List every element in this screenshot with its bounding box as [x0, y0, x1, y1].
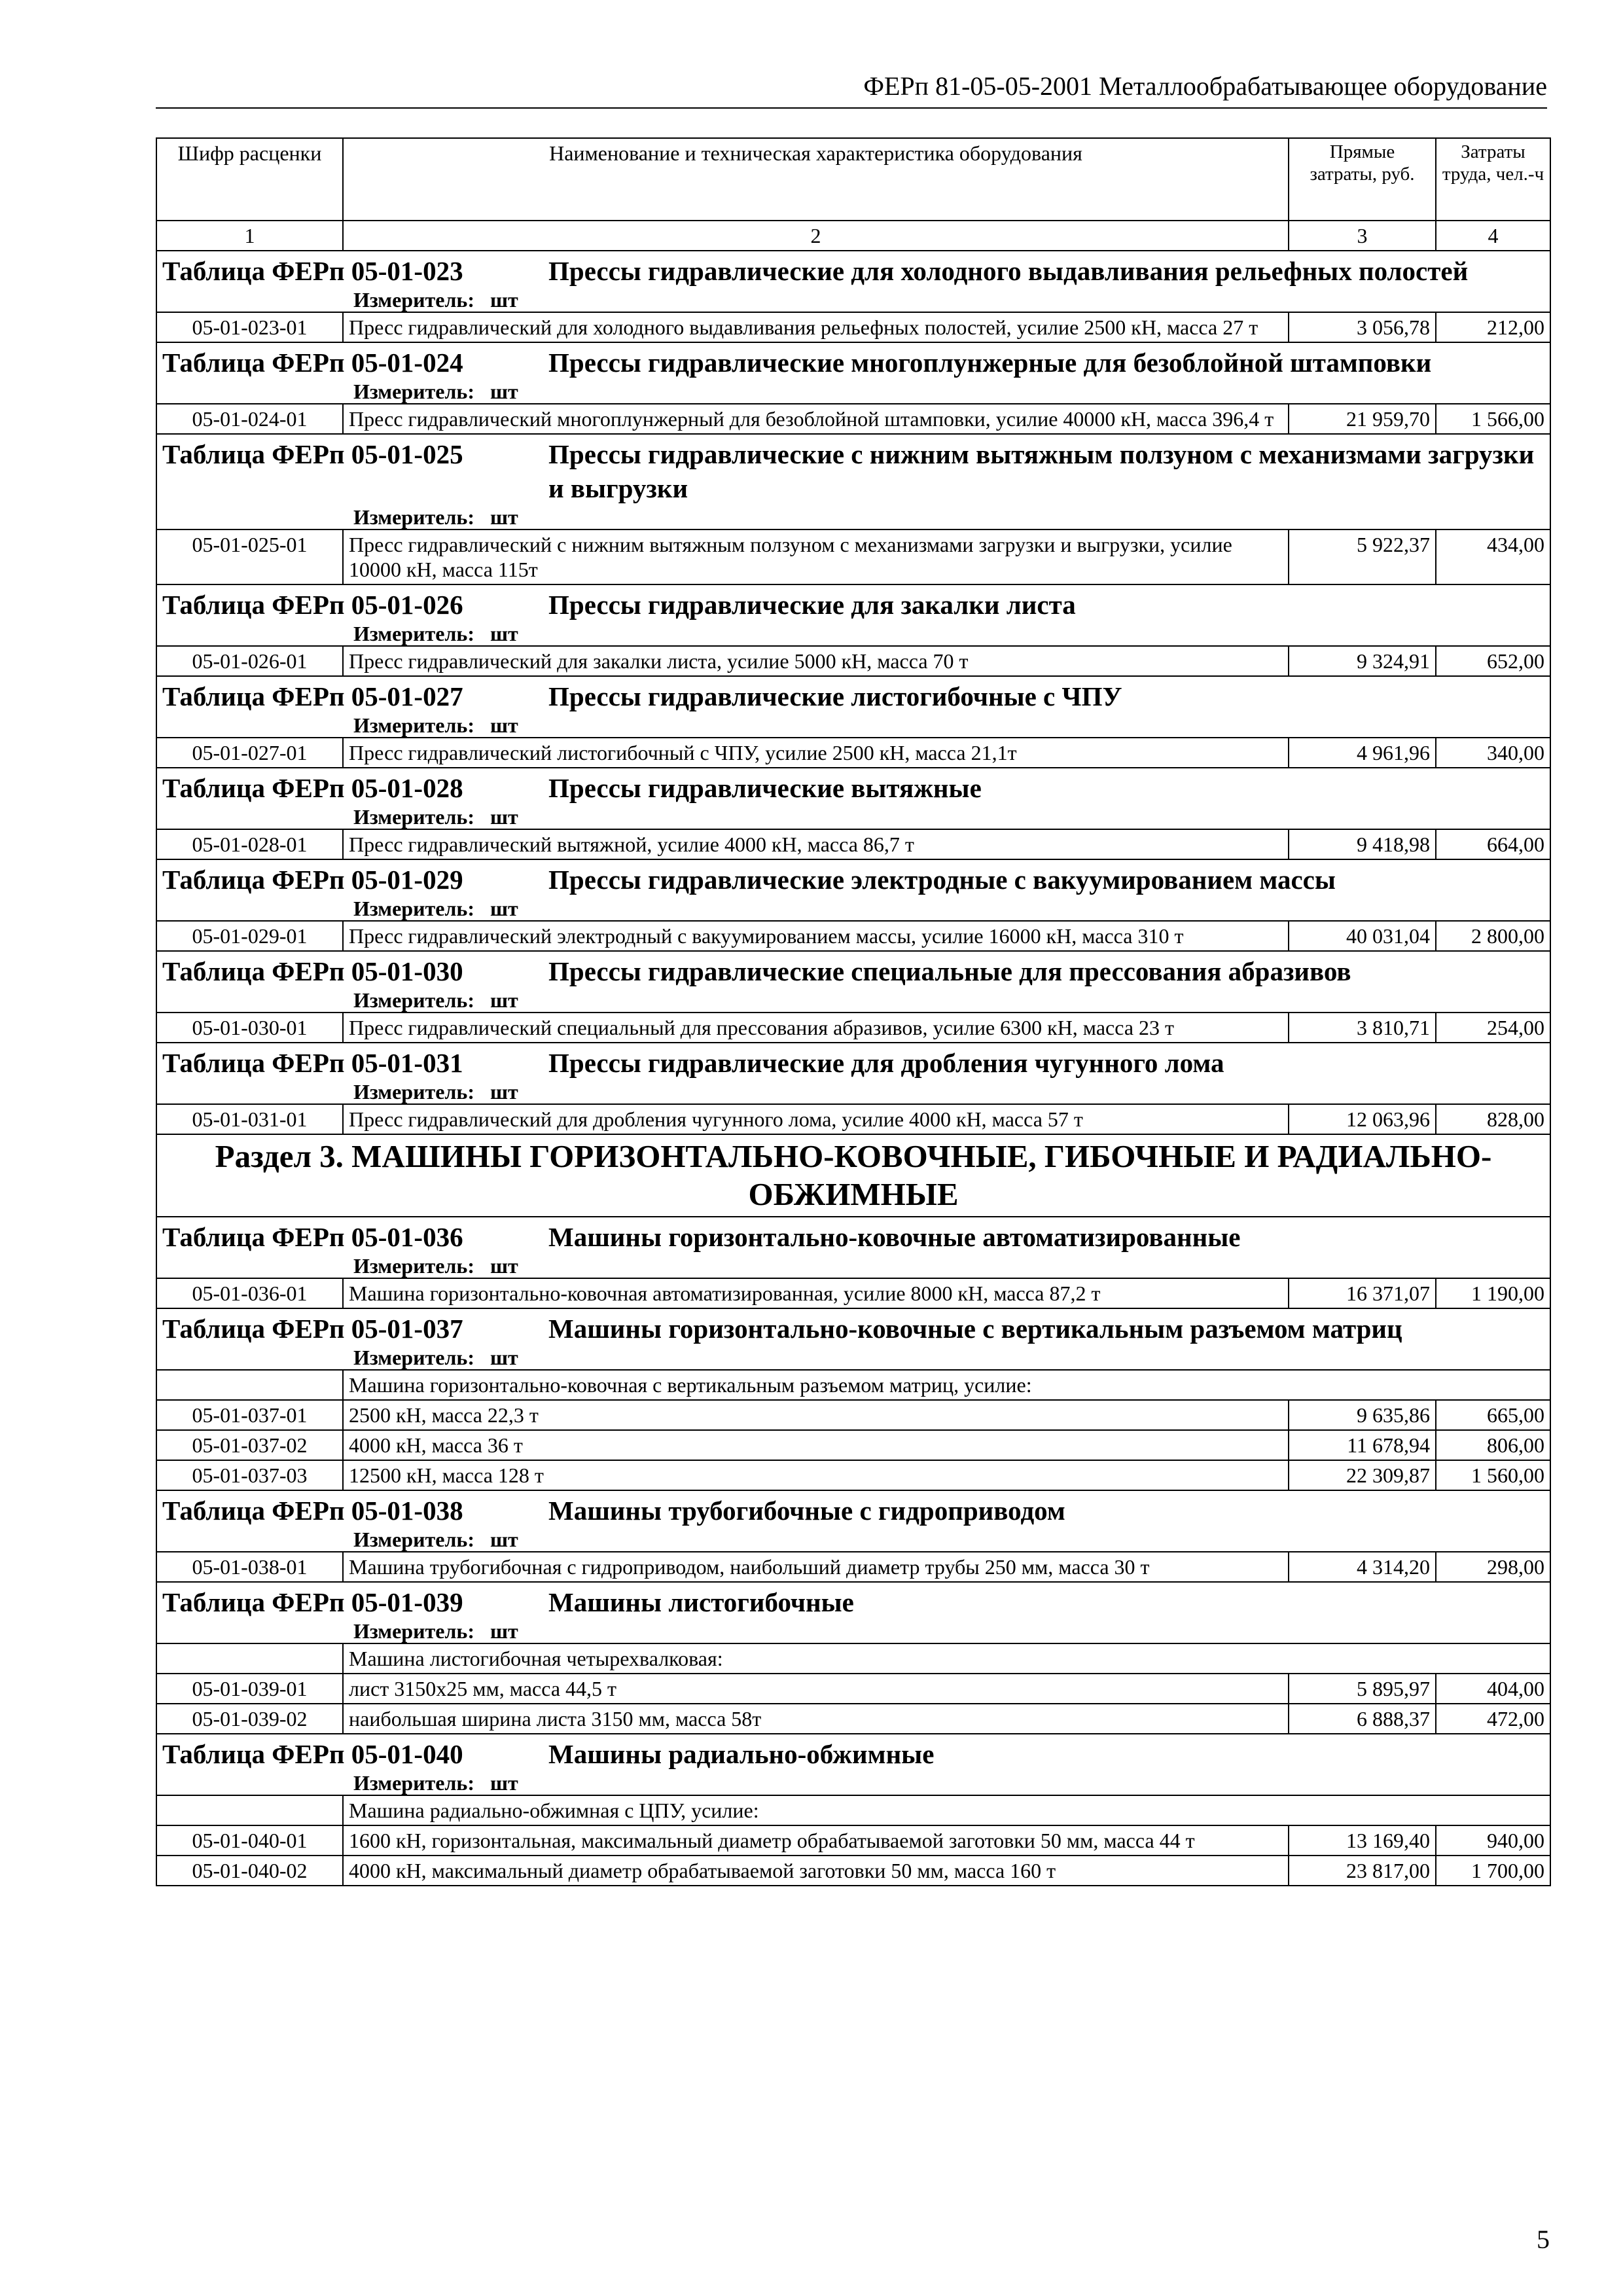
table-title-row: [156, 1217, 1550, 1278]
table-row: [156, 646, 1550, 676]
measure-unit: шт: [490, 805, 518, 829]
labor-cost: 434,00: [1436, 529, 1550, 584]
table-title-line: [162, 1737, 1544, 1771]
group-row: [156, 1370, 1550, 1400]
equipment-name: 4000 кН, масса 36 т: [343, 1430, 1289, 1460]
rate-code: 05-01-037-01: [156, 1400, 343, 1430]
measure-line: [162, 1771, 1544, 1795]
measure-label: Измеритель:: [353, 622, 474, 645]
table-title: Прессы гидравлические для холодного выдавливания рельефных полостей: [548, 256, 1469, 286]
table-title-line: [162, 679, 1544, 713]
measure-label: Измеритель:: [353, 1254, 474, 1278]
labor-cost: 2 800,00: [1436, 921, 1550, 951]
table-title-row: [156, 859, 1550, 921]
measure-label: Измеритель:: [353, 1771, 474, 1795]
group-label: Машина горизонтально-ковочная с вертикальным разъемом матриц, усилие:: [343, 1370, 1550, 1400]
rate-code: 05-01-040-01: [156, 1825, 343, 1856]
table-title-cell: [156, 859, 1550, 921]
equipment-name: Пресс гидравлический для дробления чугунного лома, усилие 4000 кН, масса 57 т: [343, 1104, 1289, 1134]
rate-code: 05-01-038-01: [156, 1552, 343, 1582]
table-row: [156, 829, 1550, 859]
rate-code: 05-01-040-02: [156, 1856, 343, 1886]
labor-cost: 1 190,00: [1436, 1278, 1550, 1308]
direct-cost: 40 031,04: [1289, 921, 1436, 951]
table-row: [156, 312, 1550, 342]
table-header-row: [156, 138, 1550, 221]
rate-code: 05-01-037-02: [156, 1430, 343, 1460]
equipment-name: Пресс гидравлический для холодного выдавливания рельефных полостей, усилие 2500 кН, масса 27 т: [343, 312, 1289, 342]
table-title-line: [162, 863, 1544, 897]
table-title-line: [162, 1046, 1544, 1080]
table-title-cell: [156, 1217, 1550, 1278]
equipment-name: лист 3150x25 мм, масса 44,5 т: [343, 1674, 1289, 1704]
measure-unit: шт: [490, 897, 518, 920]
measure-unit: шт: [490, 713, 518, 737]
labor-cost: 472,00: [1436, 1704, 1550, 1734]
measure-unit: шт: [490, 1254, 518, 1278]
measure-line: [162, 805, 1544, 829]
table-row: [156, 1430, 1550, 1460]
table-title-row: [156, 251, 1550, 312]
table-code: Таблица ФЕРп 05-01-027: [162, 681, 463, 711]
group-label: Машина листогибочная четырехвалковая:: [343, 1643, 1550, 1674]
measure-unit: шт: [490, 622, 518, 645]
table-code: Таблица ФЕРп 05-01-026: [162, 590, 463, 620]
labor-cost: 254,00: [1436, 1013, 1550, 1043]
table-title-line: [162, 254, 1544, 288]
equipment-name: Пресс гидравлический электродный с вакуумированием массы, усилие 16000 кН, масса 310 т: [343, 921, 1289, 951]
measure-label: Измеритель:: [353, 805, 474, 829]
direct-cost: 3 810,71: [1289, 1013, 1436, 1043]
equipment-name: 2500 кН, масса 22,3 т: [343, 1400, 1289, 1430]
direct-cost: 3 056,78: [1289, 312, 1436, 342]
table-title-cell: [156, 251, 1550, 312]
rates-table: [156, 137, 1551, 1886]
measure-line: [162, 988, 1544, 1012]
equipment-name: Пресс гидравлический листогибочный с ЧПУ, усилие 2500 кН, масса 21,1т: [343, 738, 1289, 768]
table-title-cell: [156, 1734, 1550, 1795]
table-title: Прессы гидравлические для дробления чугунного лома: [548, 1048, 1224, 1078]
measure-line: [162, 380, 1544, 403]
measure-label: Измеритель:: [353, 897, 474, 920]
table-title-row: [156, 342, 1550, 404]
measure-line: [162, 1528, 1544, 1551]
labor-cost: 806,00: [1436, 1430, 1550, 1460]
direct-cost: 9 324,91: [1289, 646, 1436, 676]
table-title-row: [156, 1043, 1550, 1104]
direct-cost: 9 635,86: [1289, 1400, 1436, 1430]
table-title-cell: [156, 951, 1550, 1013]
column-header-code: Шифр расценки: [156, 138, 343, 221]
table-title: Прессы гидравлические специальные для прессования абразивов: [548, 956, 1351, 986]
measure-unit: шт: [490, 1080, 518, 1103]
table-body: [156, 251, 1550, 1886]
table-row: [156, 404, 1550, 434]
table-title-cell: [156, 342, 1550, 404]
table-title: Прессы гидравлические многоплунжерные для безоблойной штамповки: [548, 348, 1432, 378]
column-number-row: [156, 221, 1550, 251]
table-title-cell: [156, 1043, 1550, 1104]
rate-code: 05-01-028-01: [156, 829, 343, 859]
measure-label: Измеритель:: [353, 380, 474, 403]
measure-unit: шт: [490, 1771, 518, 1795]
measure-unit: шт: [490, 988, 518, 1012]
table-title-row: [156, 768, 1550, 829]
rate-code: 05-01-026-01: [156, 646, 343, 676]
table-title-line: [162, 437, 1544, 505]
column-header-cost: Прямые затраты, руб.: [1289, 138, 1436, 221]
measure-label: Измеритель:: [353, 505, 474, 529]
table-title-row: [156, 676, 1550, 738]
table-code: Таблица ФЕРп 05-01-024: [162, 348, 463, 378]
group-code-cell: [156, 1643, 343, 1674]
direct-cost: 21 959,70: [1289, 404, 1436, 434]
column-number: 2: [343, 221, 1289, 251]
measure-unit: шт: [490, 380, 518, 403]
labor-cost: 212,00: [1436, 312, 1550, 342]
table-row: [156, 1460, 1550, 1490]
table-row: [156, 529, 1550, 584]
equipment-name: Машина трубогибочная с гидроприводом, наибольший диаметр трубы 250 мм, масса 30 т: [343, 1552, 1289, 1582]
table-title-row: [156, 434, 1550, 529]
table-title: Прессы гидравлические с нижним вытяжным ползуном с механизмами загрузки и выгрузки: [548, 439, 1535, 503]
equipment-name: 1600 кН, горизонтальная, максимальный диаметр обрабатываемой заготовки 50 мм, масса 44 т: [343, 1825, 1289, 1856]
direct-cost: 16 371,07: [1289, 1278, 1436, 1308]
measure-label: Измеритель:: [353, 288, 474, 312]
labor-cost: 652,00: [1436, 646, 1550, 676]
rate-code: 05-01-037-03: [156, 1460, 343, 1490]
table-row: [156, 1104, 1550, 1134]
table-code: Таблица ФЕРп 05-01-030: [162, 956, 463, 986]
labor-cost: 940,00: [1436, 1825, 1550, 1856]
measure-line: [162, 1254, 1544, 1278]
direct-cost: 9 418,98: [1289, 829, 1436, 859]
group-code-cell: [156, 1795, 343, 1825]
page-header-title: ФЕРп 81-05-05-2001 Металлообрабатывающее оборудование: [863, 71, 1547, 101]
table-title-line: [162, 1220, 1544, 1254]
direct-cost: 4 961,96: [1289, 738, 1436, 768]
rate-code: 05-01-031-01: [156, 1104, 343, 1134]
table-row: [156, 921, 1550, 951]
table-title-line: [162, 1494, 1544, 1528]
table-code: Таблица ФЕРп 05-01-025: [162, 439, 463, 469]
labor-cost: 340,00: [1436, 738, 1550, 768]
table-row: [156, 1013, 1550, 1043]
measure-line: [162, 713, 1544, 737]
table-code: Таблица ФЕРп 05-01-029: [162, 865, 463, 895]
table-title-cell: [156, 1490, 1550, 1552]
table-title-cell: [156, 1582, 1550, 1643]
table-title: Машины горизонтально-ковочные с вертикальным разъемом матриц: [548, 1314, 1402, 1344]
rate-code: 05-01-039-02: [156, 1704, 343, 1734]
table-title: Машины горизонтально-ковочные автоматизированные: [548, 1222, 1241, 1252]
table-code: Таблица ФЕРп 05-01-040: [162, 1739, 463, 1769]
measure-line: [162, 505, 1544, 529]
table-row: [156, 1674, 1550, 1704]
table-row: [156, 1400, 1550, 1430]
table-row: [156, 1856, 1550, 1886]
table-title-line: [162, 588, 1544, 622]
table-code: Таблица ФЕРп 05-01-037: [162, 1314, 463, 1344]
measure-label: Измеритель:: [353, 1080, 474, 1103]
column-number: 1: [156, 221, 343, 251]
direct-cost: 22 309,87: [1289, 1460, 1436, 1490]
direct-cost: 13 169,40: [1289, 1825, 1436, 1856]
measure-label: Измеритель:: [353, 1619, 474, 1643]
rate-code: 05-01-027-01: [156, 738, 343, 768]
table-title-line: [162, 346, 1544, 380]
table-title-cell: [156, 676, 1550, 738]
direct-cost: 23 817,00: [1289, 1856, 1436, 1886]
direct-cost: 12 063,96: [1289, 1104, 1436, 1134]
rate-code: 05-01-025-01: [156, 529, 343, 584]
table-code: Таблица ФЕРп 05-01-038: [162, 1496, 463, 1526]
table-title-cell: [156, 584, 1550, 646]
equipment-name: 12500 кН, масса 128 т: [343, 1460, 1289, 1490]
labor-cost: 404,00: [1436, 1674, 1550, 1704]
table-title-row: [156, 1490, 1550, 1552]
measure-label: Измеритель:: [353, 988, 474, 1012]
table-title-row: [156, 584, 1550, 646]
rate-code: 05-01-036-01: [156, 1278, 343, 1308]
measure-label: Измеритель:: [353, 713, 474, 737]
rate-code: 05-01-024-01: [156, 404, 343, 434]
table-title-line: [162, 954, 1544, 988]
page-number: 5: [1537, 2225, 1550, 2254]
table-title-cell: [156, 768, 1550, 829]
measure-unit: шт: [490, 1528, 518, 1551]
equipment-name: Пресс гидравлический специальный для прессования абразивов, усилие 6300 кН, масса 23 т: [343, 1013, 1289, 1043]
table-title: Прессы гидравлические электродные с вакуумированием массы: [548, 865, 1336, 895]
table-title-row: [156, 1308, 1550, 1370]
table-title: Машины трубогибочные с гидроприводом: [548, 1496, 1065, 1526]
measure-unit: шт: [490, 1346, 518, 1369]
measure-line: [162, 1619, 1544, 1643]
table-title: Машины листогибочные: [548, 1587, 854, 1617]
measure-line: [162, 622, 1544, 645]
table-title-row: [156, 951, 1550, 1013]
measure-unit: шт: [490, 288, 518, 312]
table-title-line: [162, 771, 1544, 805]
table-code: Таблица ФЕРп 05-01-039: [162, 1587, 463, 1617]
measure-line: [162, 897, 1544, 920]
column-number: 3: [1289, 221, 1436, 251]
labor-cost: 1 700,00: [1436, 1856, 1550, 1886]
table-title-line: [162, 1585, 1544, 1619]
table-code: Таблица ФЕРп 05-01-036: [162, 1222, 463, 1252]
rate-code: 05-01-029-01: [156, 921, 343, 951]
measure-unit: шт: [490, 1619, 518, 1643]
column-header-name: Наименование и техническая характеристика оборудования: [343, 138, 1289, 221]
table-row: [156, 1552, 1550, 1582]
measure-label: Измеритель:: [353, 1528, 474, 1551]
direct-cost: 4 314,20: [1289, 1552, 1436, 1582]
table-code: Таблица ФЕРп 05-01-031: [162, 1048, 463, 1078]
direct-cost: 6 888,37: [1289, 1704, 1436, 1734]
table-title-cell: [156, 1308, 1550, 1370]
table-title: Прессы гидравлические для закалки листа: [548, 590, 1076, 620]
table-code: Таблица ФЕРп 05-01-023: [162, 256, 463, 286]
measure-line: [162, 1080, 1544, 1103]
group-row: [156, 1795, 1550, 1825]
table-title: Прессы гидравлические листогибочные с ЧПУ: [548, 681, 1122, 711]
labor-cost: 1 566,00: [1436, 404, 1550, 434]
table-row: [156, 1825, 1550, 1856]
equipment-name: Пресс гидравлический для закалки листа, усилие 5000 кН, масса 70 т: [343, 646, 1289, 676]
rate-code: 05-01-030-01: [156, 1013, 343, 1043]
direct-cost: 5 922,37: [1289, 529, 1436, 584]
equipment-name: Пресс гидравлический вытяжной, усилие 4000 кН, масса 86,7 т: [343, 829, 1289, 859]
labor-cost: 828,00: [1436, 1104, 1550, 1134]
table-title: Машины радиально-обжимные: [548, 1739, 935, 1769]
column-header-labor: Затраты труда, чел.-ч: [1436, 138, 1550, 221]
section-row: [156, 1134, 1550, 1217]
table-title: Прессы гидравлические вытяжные: [548, 773, 982, 803]
table-row: [156, 738, 1550, 768]
measure-line: [162, 288, 1544, 312]
labor-cost: 664,00: [1436, 829, 1550, 859]
table-title-row: [156, 1734, 1550, 1795]
table-row: [156, 1278, 1550, 1308]
measure-label: Измеритель:: [353, 1346, 474, 1369]
equipment-name: Пресс гидравлический с нижним вытяжным ползуном с механизмами загрузки и выгрузки, усилие 10000 кН, масса 115т: [343, 529, 1289, 584]
equipment-name: наибольшая ширина листа 3150 мм, масса 58т: [343, 1704, 1289, 1734]
rate-code: 05-01-039-01: [156, 1674, 343, 1704]
group-label: Машина радиально-обжимная с ЦПУ, усилие:: [343, 1795, 1550, 1825]
group-code-cell: [156, 1370, 343, 1400]
equipment-name: Пресс гидравлический многоплунжерный для безоблойной штамповки, усилие 40000 кН, масса 396,4 т: [343, 404, 1289, 434]
table-title-line: [162, 1312, 1544, 1346]
table-code: Таблица ФЕРп 05-01-028: [162, 773, 463, 803]
labor-cost: 1 560,00: [1436, 1460, 1550, 1490]
direct-cost: 11 678,94: [1289, 1430, 1436, 1460]
equipment-name: 4000 кН, максимальный диаметр обрабатываемой заготовки 50 мм, масса 160 т: [343, 1856, 1289, 1886]
section-title: Раздел 3. МАШИНЫ ГОРИЗОНТАЛЬНО-КОВОЧНЫЕ, ГИБОЧНЫЕ И РАДИАЛЬНО-ОБЖИМНЫЕ: [156, 1134, 1550, 1217]
group-row: [156, 1643, 1550, 1674]
table-title-cell: [156, 434, 1550, 529]
direct-cost: 5 895,97: [1289, 1674, 1436, 1704]
equipment-name: Машина горизонтально-ковочная автоматизированная, усилие 8000 кН, масса 87,2 т: [343, 1278, 1289, 1308]
labor-cost: 298,00: [1436, 1552, 1550, 1582]
table-row: [156, 1704, 1550, 1734]
table-title-row: [156, 1582, 1550, 1643]
rate-code: 05-01-023-01: [156, 312, 343, 342]
page-header: [156, 71, 1547, 109]
column-number: 4: [1436, 221, 1550, 251]
measure-unit: шт: [490, 505, 518, 529]
measure-line: [162, 1346, 1544, 1369]
labor-cost: 665,00: [1436, 1400, 1550, 1430]
